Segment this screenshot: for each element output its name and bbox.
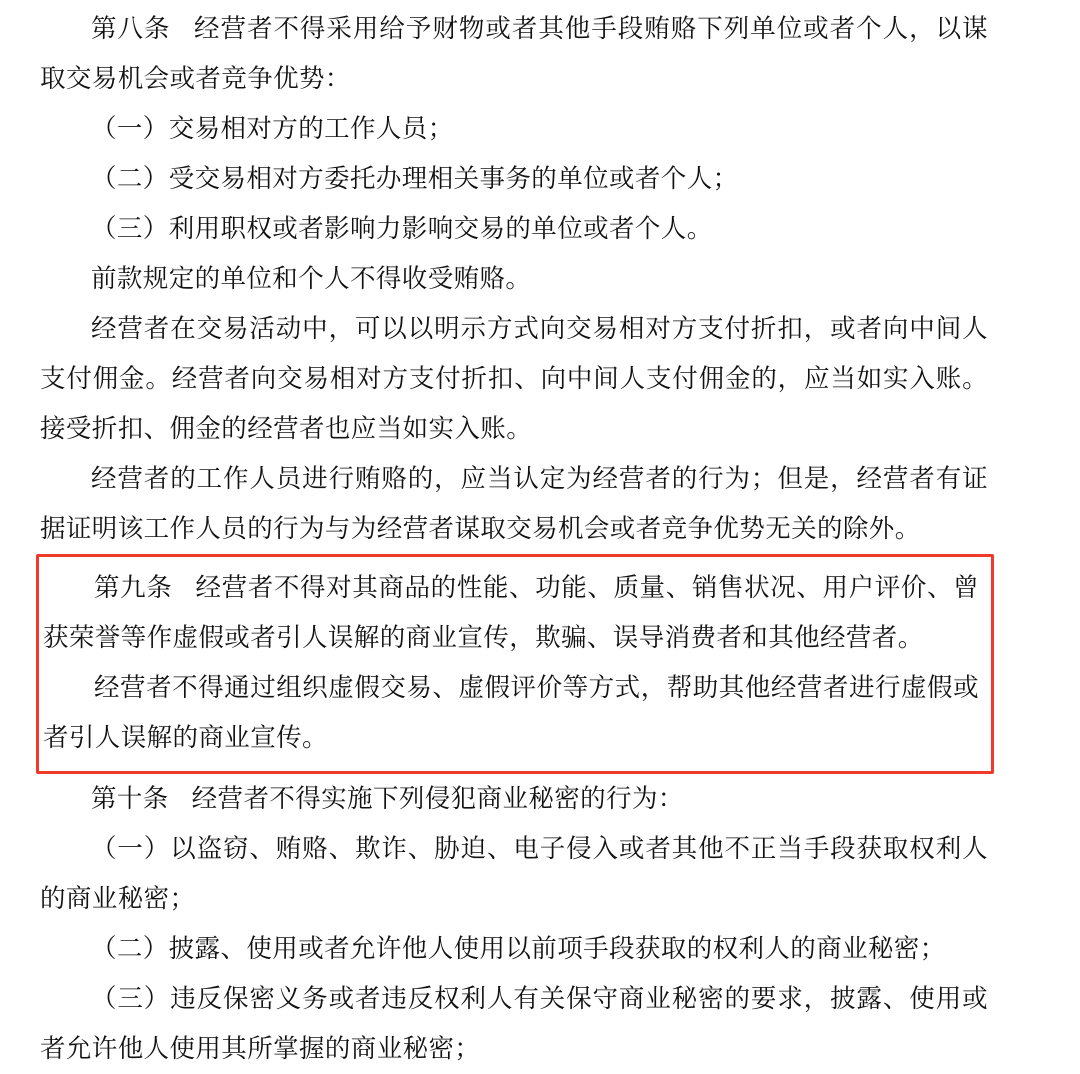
paragraph-article-10-intro <box>0 774 1040 824</box>
paragraph-text: （一）以盗窃、贿赂、欺诈、胁迫、电子侵入或者其他不正当手段获取权利人的商业秘密； <box>40 834 988 914</box>
paragraph-article-9-para-1 <box>39 563 985 663</box>
paragraph-article-8-intro <box>0 4 1040 104</box>
paragraph-text: 前款规定的单位和个人不得收受贿赂。 <box>91 264 532 294</box>
article-label-9: 第九条 <box>94 573 173 603</box>
paragraph-text: 经营者不得采用给予财物或者其他手段贿赂下列单位或者个人，以谋取交易机会或者竞争优势： <box>40 14 988 94</box>
paragraph-article-10-item-2 <box>0 924 1040 974</box>
paragraph-text: （一）交易相对方的工作人员； <box>91 114 454 144</box>
paragraph-text: 经营者不得通过组织虚假交易、虚假评价等方式，帮助其他经营者进行虚假或者引人误解的商业宣传。 <box>43 673 979 753</box>
highlight-annotation-box <box>36 554 994 774</box>
article-label-8: 第八条 <box>91 14 171 44</box>
paragraph-article-10-item-1 <box>0 824 1040 924</box>
paragraph-text: 经营者的工作人员进行贿赂的，应当认定为经营者的行为；但是，经营者有证据证明该工作人员的行为与为经营者谋取交易机会或者竞争优势无关的除外。 <box>40 464 988 544</box>
paragraph-article-8-para-3 <box>0 304 1040 454</box>
paragraph-article-10-item-3 <box>0 974 1040 1074</box>
paragraph-text: 经营者不得实施下列侵犯商业秘密的行为： <box>191 784 684 814</box>
paragraph-text: 经营者不得对其商品的性能、功能、质量、销售状况、用户评价、曾获荣誉等作虚假或者引人误解的商业宣传，欺骗、误导消费者和其他经营者。 <box>43 573 979 653</box>
paragraph-article-8-item-3 <box>0 204 1040 254</box>
paragraph-text: （二）受交易相对方委托办理相关事务的单位或者个人； <box>91 164 739 194</box>
paragraph-text: 经营者在交易活动中，可以以明示方式向交易相对方支付折扣，或者向中间人支付佣金。经营者向交易相对方支付折扣、向中间人支付佣金的，应当如实入账。接受折扣、佣金的经营者也应当如实入账。 <box>40 314 988 444</box>
paragraph-article-8-item-2 <box>0 154 1040 204</box>
paragraph-text: （三）利用职权或者影响力影响交易的单位或者个人。 <box>91 214 713 244</box>
paragraph-text: （二）披露、使用或者允许他人使用以前项手段获取的权利人的商业秘密； <box>91 934 946 964</box>
article-label-10: 第十条 <box>91 784 169 814</box>
paragraph-article-8-item-1 <box>0 104 1040 154</box>
paragraph-article-9-para-2 <box>39 663 985 763</box>
paragraph-text: （三）违反保密义务或者违反权利人有关保守商业秘密的要求，披露、使用或者允许他人使用其所掌握的商业秘密； <box>40 984 988 1064</box>
paragraph-article-8-para-4 <box>0 454 1040 554</box>
paragraph-article-8-para-2 <box>0 254 1040 304</box>
